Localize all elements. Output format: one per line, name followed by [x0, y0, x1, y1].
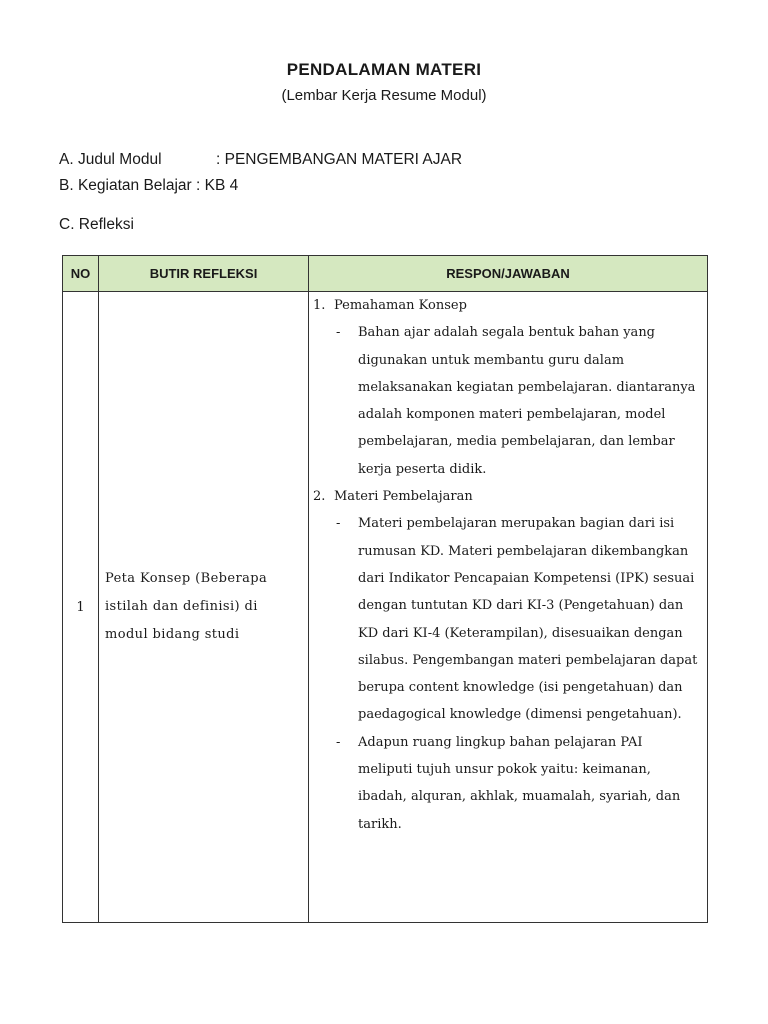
reflection-heading: C. Refleksi	[59, 216, 134, 233]
response-section	[313, 292, 701, 483]
respon-jawaban-cell	[309, 292, 708, 923]
dash-bullet-icon: -	[336, 516, 341, 532]
list-item	[313, 319, 701, 483]
butir-refleksi-cell: Peta Konsep (Beberapa istilah dan definisi) di modul bidang studi	[99, 292, 309, 923]
dash-bullet-icon: -	[336, 325, 341, 341]
module-title-line	[59, 151, 462, 169]
table-header-row	[63, 256, 708, 292]
page-title: PENDALAMAN MATERI	[286, 60, 482, 79]
bullet-text: Adapun ruang lingkup bahan pelajaran PAI meliputi tujuh unsur pokok yaitu: keimanan, ibadah, alquran, akhlak, muamalah, syariah, dan tarikh.	[358, 734, 681, 832]
module-title-label: A. Judul Modul	[59, 151, 162, 168]
reflection-table	[62, 255, 708, 923]
dash-bullet-icon: -	[336, 734, 341, 750]
response-sections	[313, 292, 701, 838]
list-item	[313, 510, 701, 728]
header-no: NO	[63, 256, 99, 292]
list-item	[313, 729, 701, 838]
bullet-text: Materi pembelajaran merupakan bagian dari isi rumusan KD. Materi pembelajaran dikembangkan dari Indikator Pencapaian Kompetensi (IPK) sesuai dengan tuntutan KD dari KI-3 (Pengetahuan) dan KD dari KI-4 (Keterampilan), disesuaikan dengan silabus. Pengembangan materi pembelajaran dapat berupa content knowledge (isi pengetahuan) dan paedagogical knowledge (dimensi pengetahuan).	[358, 516, 698, 723]
section-number: 2.	[313, 489, 326, 505]
row-number: 1	[63, 292, 99, 923]
learning-activity-value: : KB 4	[191, 177, 239, 194]
section-heading: Pemahaman Konsep	[334, 298, 467, 313]
section-heading: Materi Pembelajaran	[334, 489, 473, 505]
response-section	[313, 483, 701, 838]
module-title-value: : PENGEMBANGAN MATERI AJAR	[216, 151, 463, 168]
header-respon-jawaban: RESPON/JAWABAN	[309, 256, 708, 292]
learning-activity-line	[59, 177, 238, 195]
learning-activity-label: B. Kegiatan Belajar	[59, 177, 192, 194]
table-row	[63, 292, 708, 923]
header-butir-refleksi: BUTIR REFLEKSI	[99, 256, 309, 292]
section-number: 1.	[313, 298, 326, 313]
page-subtitle: (Lembar Kerja Resume Modul)	[281, 87, 487, 104]
bullet-text: Bahan ajar adalah segala bentuk bahan yang digunakan untuk membantu guru dalam melaksanakan kegiatan pembelajaran. diantaranya adalah komponen materi pembelajaran, model pembelajaran, media pembelajaran, dan lembar kerja peserta didik.	[358, 325, 696, 477]
